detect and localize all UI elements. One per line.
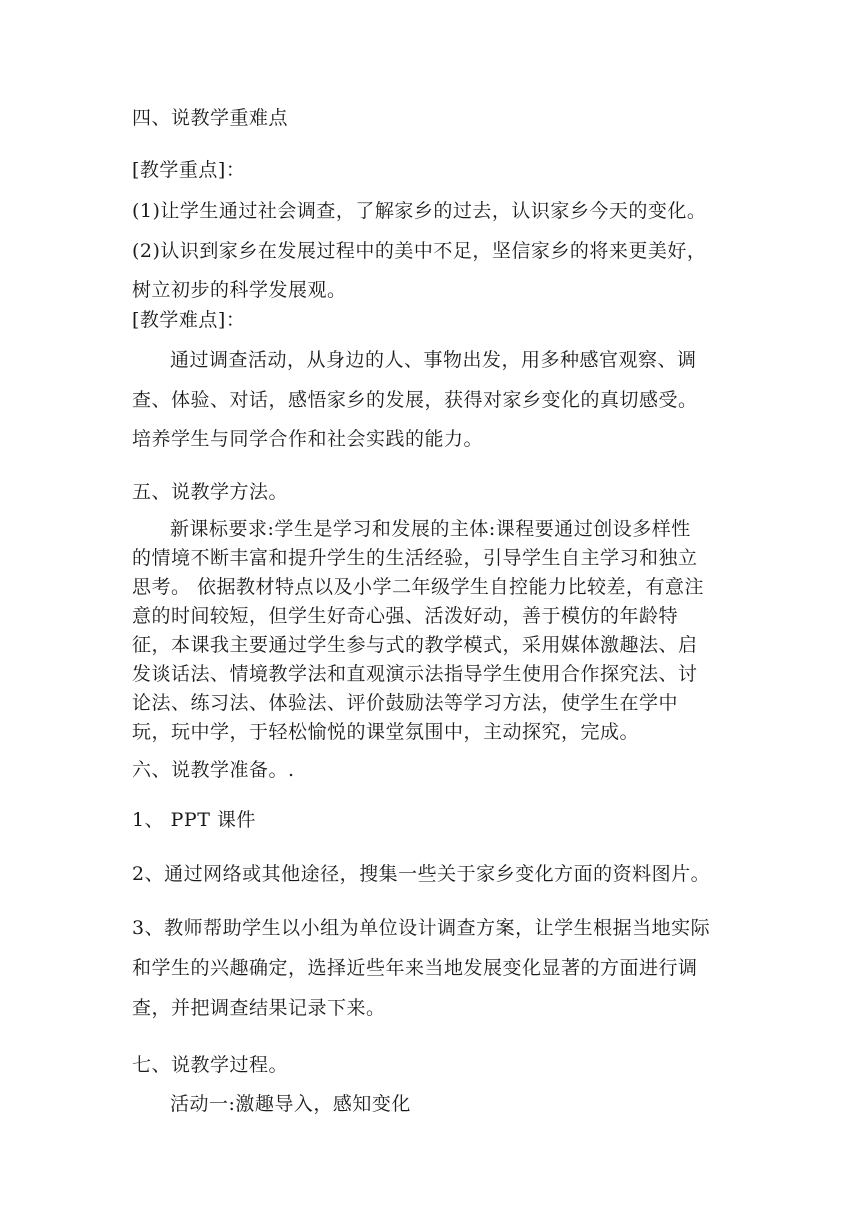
teaching-method-line-2: 的情境不断丰富和提升学生的生活经验，引导学生自主学习和独立 bbox=[132, 547, 698, 569]
teaching-method-line-4: 意的时间较短，但学生好奇心强、活泼好动，善于模仿的年龄特 bbox=[132, 605, 679, 627]
preparation-item-3-line-1: 3、教师帮助学生以小组为单位设计调查方案，让学生根据当地实际 bbox=[132, 917, 711, 939]
preparation-item-3-line-3: 查，并把调查结果记录下来。 bbox=[132, 997, 386, 1019]
teaching-method-line-1: 新课标要求:学生是学习和发展的主体:课程要通过创设多样性 bbox=[170, 518, 691, 540]
teaching-focus-item-2-line-2: 树立初步的科学发展观。 bbox=[132, 279, 347, 301]
teaching-difficulty-line-2: 查、体验、对话，感悟家乡的发展，获得对家乡变化的真切感受。 bbox=[132, 389, 698, 411]
section4-heading: 四、说教学重难点 bbox=[132, 107, 289, 129]
preparation-item-3-line-2: 和学生的兴趣确定，选择近些年来当地发展变化显著的方面进行调 bbox=[132, 957, 698, 979]
section5-heading: 五、说教学方法。 bbox=[132, 481, 289, 503]
teaching-method-line-8: 玩，玩中学，于轻松愉悦的课堂氛围中，主动探究，完成。 bbox=[132, 721, 640, 743]
preparation-item-1: 1、 PPT 课件 bbox=[132, 809, 256, 831]
preparation-item-2: 2、通过网络或其他途径，搜集一些关于家乡变化方面的资料图片。 bbox=[132, 863, 711, 885]
teaching-method-line-5: 征，本课我主要通过学生参与式的教学模式，采用媒体激趣法、启 bbox=[132, 634, 698, 656]
teaching-focus-item-2-line-1: (2)认识到家乡在发展过程中的美中不足，坚信家乡的将来更美好， bbox=[132, 240, 707, 262]
section6-heading: 六、说教学准备。. bbox=[132, 759, 295, 781]
teaching-method-line-3: 思考。 依据教材特点以及小学二年级学生自控能力比较差，有意注 bbox=[132, 576, 705, 598]
teaching-difficulty-line-3: 培养学生与同学合作和社会实践的能力。 bbox=[132, 428, 484, 450]
section7-heading: 七、说教学过程。 bbox=[132, 1054, 289, 1076]
activity-1-title: 活动一:激趣导入，感知变化 bbox=[170, 1093, 411, 1115]
teaching-method-line-7: 论法、练习法、体验法、评价鼓励法等学习方法，使学生在学中 bbox=[132, 692, 679, 714]
teaching-focus-label: [教学重点]： bbox=[132, 159, 246, 181]
teaching-difficulty-label: [教学难点]： bbox=[132, 309, 246, 331]
teaching-method-line-6: 发谈话法、情境教学法和直观演示法指导学生使用合作探究法、讨 bbox=[132, 663, 698, 685]
teaching-difficulty-line-1: 通过调查活动，从身边的人、事物出发，用多种感官观察、调 bbox=[170, 349, 697, 371]
teaching-focus-item-1: (1)让学生通过社会调查，了解家乡的过去，认识家乡今天的变化。 bbox=[132, 200, 707, 222]
